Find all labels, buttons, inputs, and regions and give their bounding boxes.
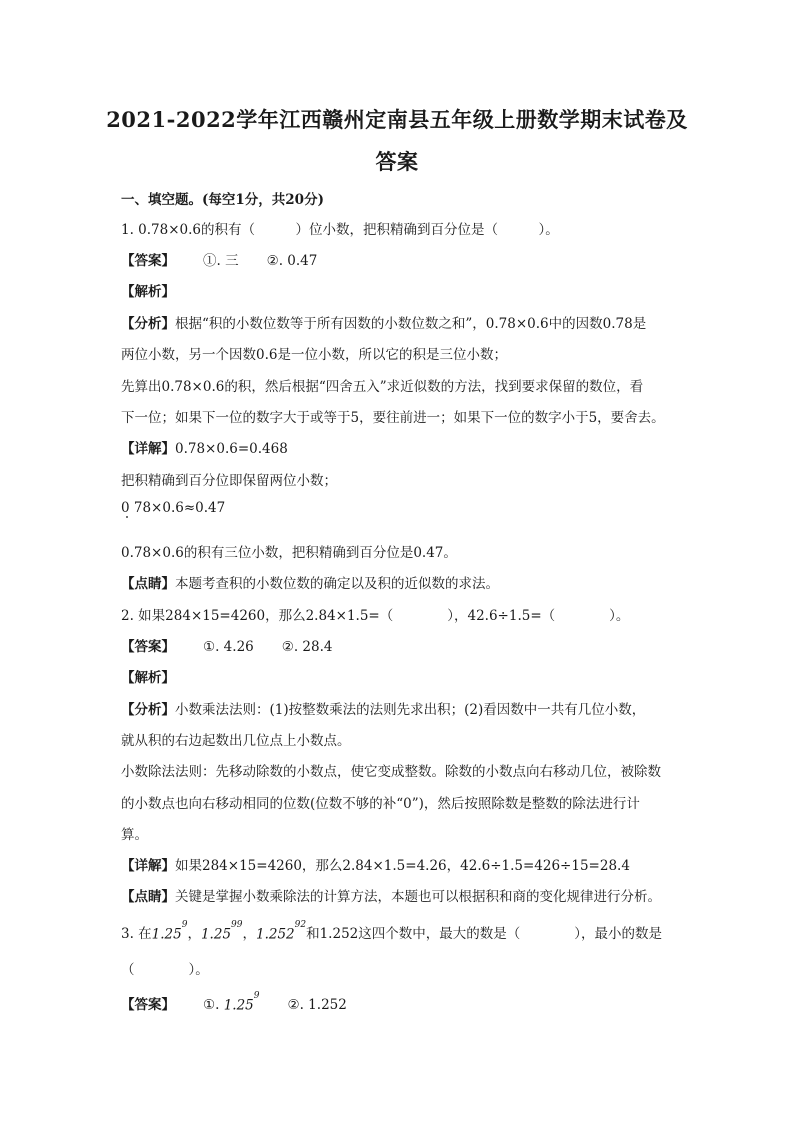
q3-answer-row — [121, 990, 347, 1013]
q3-suffix: 和1.252这四个数中，最大的数是（ ），最小的数是 — [306, 926, 662, 942]
q2-comment-text: 关键是掌握小数乘除法的计算方法，本题也可以根据积和商的变化规律进行分析。 — [175, 889, 661, 905]
q3-number-c — [255, 919, 307, 943]
q1-detail-2: 把积精确到百分位即保留两位小数； — [121, 473, 337, 489]
q2-detail-text-1: 如果284×15=4260，那么2.84×1.5=4.26，42.6÷1.5=426÷15=28.4 — [175, 858, 630, 874]
q2-answer-2: ②. 28.4 — [281, 639, 333, 655]
q2-fenxi-5: 算。 — [121, 827, 148, 843]
q1-comment — [121, 572, 499, 592]
q3-answer-1-base: 1.25 — [223, 997, 254, 1013]
q2-fenxi-text-1: 小数乘法法则：(1)按整数乘法的法则先求出积；(2)看因数中一共有几位小数， — [175, 702, 646, 718]
q1-detail-3: 0 78×0.6≈0.47 — [121, 500, 226, 516]
q2-answer-row — [121, 635, 333, 655]
comment-tag: 【点睛】 — [121, 889, 175, 905]
q2-question: 2. 如果284×15=4260，那么2.84×1.5=（ ），42.6÷1.5=（ ）。 — [121, 608, 630, 624]
q2-fenxi-4: 的小数点也向右移动相同的位数(位数不够的补“0”)，然后按照除数是整数的除法进行计 — [121, 796, 640, 812]
stray-dot — [126, 516, 128, 518]
q3-answer-1-repeat: 9 — [253, 990, 260, 1001]
q2-fenxi-1 — [121, 698, 645, 718]
q2-fenxi-2: 就从积的右边起数出几位点上小数点。 — [121, 733, 351, 749]
q1-question: 1. 0.78×0.6的积有（ ）位小数，把积精确到百分位是（ ）。 — [121, 222, 559, 238]
answer-tag: 【答案】 — [121, 639, 175, 655]
q3-number-a-repeat: 9 — [181, 919, 188, 930]
q3-prefix: 3. 在 — [121, 926, 152, 942]
q3-answer-1-number — [223, 990, 260, 1014]
q1-answer-1: ①. 三 — [203, 253, 239, 269]
q1-answer-row — [121, 249, 317, 269]
q2-fenxi-3: 小数除法法则：先移动除数的小数点，使它变成整数。除数的小数点向右移动几位，被除数 — [121, 764, 661, 780]
q1-fenxi-4: 下一位；如果下一位的数字大于或等于5，要往前进一；如果下一位的数字小于5，要舍去。 — [121, 410, 665, 426]
comment-tag: 【点睛】 — [121, 576, 175, 592]
q1-detail-1 — [121, 437, 288, 457]
q3-number-c-repeat: 92 — [294, 919, 307, 930]
q3-number-c-base: 1.252 — [255, 926, 295, 942]
detail-tag: 【详解】 — [121, 858, 175, 874]
q1-fenxi-3: 先算出0.78×0.6的积，然后根据“四舍五入”求近似数的方法，找到要求保留的数位，看 — [121, 379, 644, 395]
q3-number-a-base: 1.25 — [151, 926, 182, 942]
fenxi-tag: 【分析】 — [121, 316, 175, 332]
q3-number-a — [151, 919, 188, 943]
q3-number-b — [200, 919, 243, 943]
q1-detail-4: 0.78×0.6的积有三位小数，把积精确到百分位是0.47。 — [121, 545, 457, 561]
q2-answer-1: ①. 4.26 — [203, 639, 254, 655]
q3-sep-2: ， — [242, 926, 256, 942]
section-heading: 一、填空题。(每空1分，共20分) — [121, 192, 324, 208]
q3-sep-1: ， — [187, 926, 201, 942]
answer-tag: 【答案】 — [121, 997, 175, 1013]
q3-question-line2: （ ）。 — [121, 962, 209, 978]
q1-detail-text-1: 0.78×0.6=0.468 — [175, 441, 288, 457]
q2-comment — [121, 885, 661, 905]
q3-answer-2: ②. 1.252 — [287, 997, 347, 1013]
doc-title-line1: 2021-2022学年江西赣州定南县五年级上册数学期末试卷及 — [106, 107, 688, 132]
q3-answer-1-prefix: ①. — [203, 997, 220, 1013]
q2-analysis-tag: 【解析】 — [121, 670, 175, 686]
q3-number-b-repeat: 99 — [231, 919, 243, 930]
fenxi-tag: 【分析】 — [121, 702, 175, 718]
q1-answer-2: ②. 0.47 — [266, 253, 318, 269]
q1-fenxi-1 — [121, 312, 646, 332]
q2-detail-1 — [121, 854, 630, 874]
q3-question — [121, 919, 662, 942]
doc-title-line2: 答案 — [375, 149, 419, 174]
q1-fenxi-2: 两位小数，另一个因数0.6是一位小数，所以它的积是三位小数； — [121, 347, 507, 363]
q1-fenxi-text-1: 根据“积的小数位数等于所有因数的小数位数之和”，0.78×0.6中的因数0.78是 — [175, 316, 647, 332]
q3-number-b-base: 1.25 — [200, 926, 232, 942]
q1-comment-text: 本题考查积的小数位数的确定以及积的近似数的求法。 — [175, 576, 499, 592]
answer-tag: 【答案】 — [121, 253, 175, 269]
q1-analysis-tag: 【解析】 — [121, 284, 175, 300]
detail-tag: 【详解】 — [121, 441, 175, 457]
